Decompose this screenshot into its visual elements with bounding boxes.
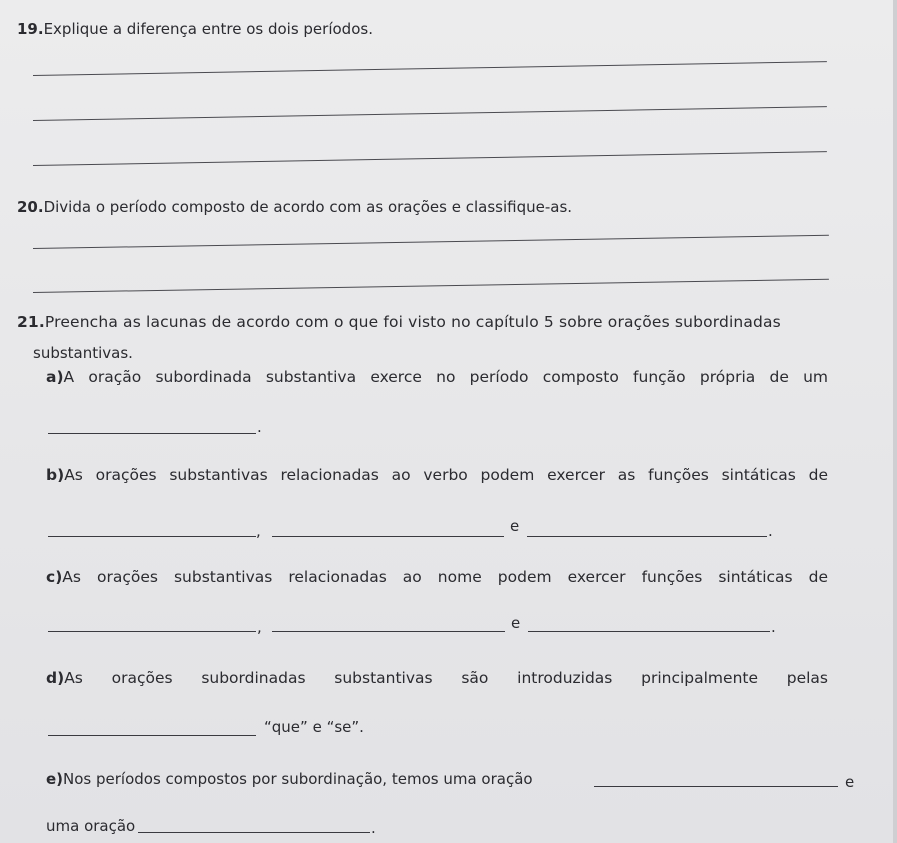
question-20-number: 20. — [17, 198, 44, 216]
question-20-text: Divida o período composto de acordo com as orações e classifique-as. — [43, 198, 573, 216]
item-e-letter: e) — [46, 770, 64, 788]
fill-blank[interactable] — [527, 536, 767, 537]
fill-blank[interactable] — [48, 536, 256, 537]
fill-blank[interactable] — [272, 631, 505, 632]
item-d — [46, 669, 828, 687]
question-20 — [17, 198, 572, 216]
question-21-text: Preencha as lacunas de acordo com o que foi visto no capítulo 5 sobre orações subordinadas — [44, 313, 781, 331]
punctuation: . — [771, 618, 776, 636]
answer-line[interactable] — [33, 106, 827, 121]
fill-blank[interactable] — [48, 433, 256, 434]
fill-blank[interactable] — [48, 631, 256, 632]
item-a-letter: a) — [46, 368, 64, 386]
question-21 — [17, 313, 781, 331]
item-b — [46, 466, 828, 484]
fill-blank[interactable] — [272, 536, 504, 537]
item-e-line2: uma oração — [46, 817, 136, 835]
item-b-text: As orações substantivas relacionadas ao verbo podem exercer as funções sintáticas de — [64, 466, 828, 484]
item-c-text: As orações substantivas relacionadas ao nome podem exercer funções sintáticas de — [62, 568, 828, 586]
question-21-text-cont: substantivas. — [33, 344, 133, 362]
answer-line[interactable] — [33, 235, 829, 249]
punctuation: . — [257, 418, 262, 436]
question-21-number: 21. — [17, 313, 45, 331]
punctuation: . — [371, 819, 376, 837]
item-d-letter: d) — [46, 669, 65, 687]
punctuation: , — [257, 618, 262, 636]
item-d-text: As orações subordinadas substantivas são introduzidas principalmente pelas — [64, 669, 828, 687]
punctuation: , — [256, 522, 261, 540]
fill-blank[interactable] — [138, 832, 370, 833]
question-19-number: 19. — [17, 20, 44, 38]
conjunction: e — [511, 614, 521, 632]
item-c — [46, 568, 828, 586]
answer-line[interactable] — [33, 151, 827, 166]
answer-line[interactable] — [33, 61, 827, 76]
item-e-text: Nos períodos compostos por subordinação, temos uma oração — [63, 770, 533, 788]
conjunction: e — [845, 773, 855, 791]
item-e — [46, 770, 533, 788]
fill-blank[interactable] — [594, 786, 838, 787]
question-19 — [17, 20, 373, 38]
fill-blank[interactable] — [528, 631, 770, 632]
fill-blank[interactable] — [48, 735, 256, 736]
page-edge — [893, 0, 897, 843]
conjunction: e — [510, 517, 520, 535]
item-a — [46, 368, 828, 386]
question-19-text: Explique a diferença entre os dois períodos. — [43, 20, 373, 38]
item-c-letter: c) — [46, 568, 63, 586]
item-b-letter: b) — [46, 466, 65, 484]
item-d-tail: “que” e “se”. — [264, 718, 364, 736]
answer-line[interactable] — [33, 279, 829, 293]
item-a-text: A oração subordinada substantiva exerce no período composto função própria de um — [63, 368, 828, 386]
punctuation: . — [768, 522, 773, 540]
